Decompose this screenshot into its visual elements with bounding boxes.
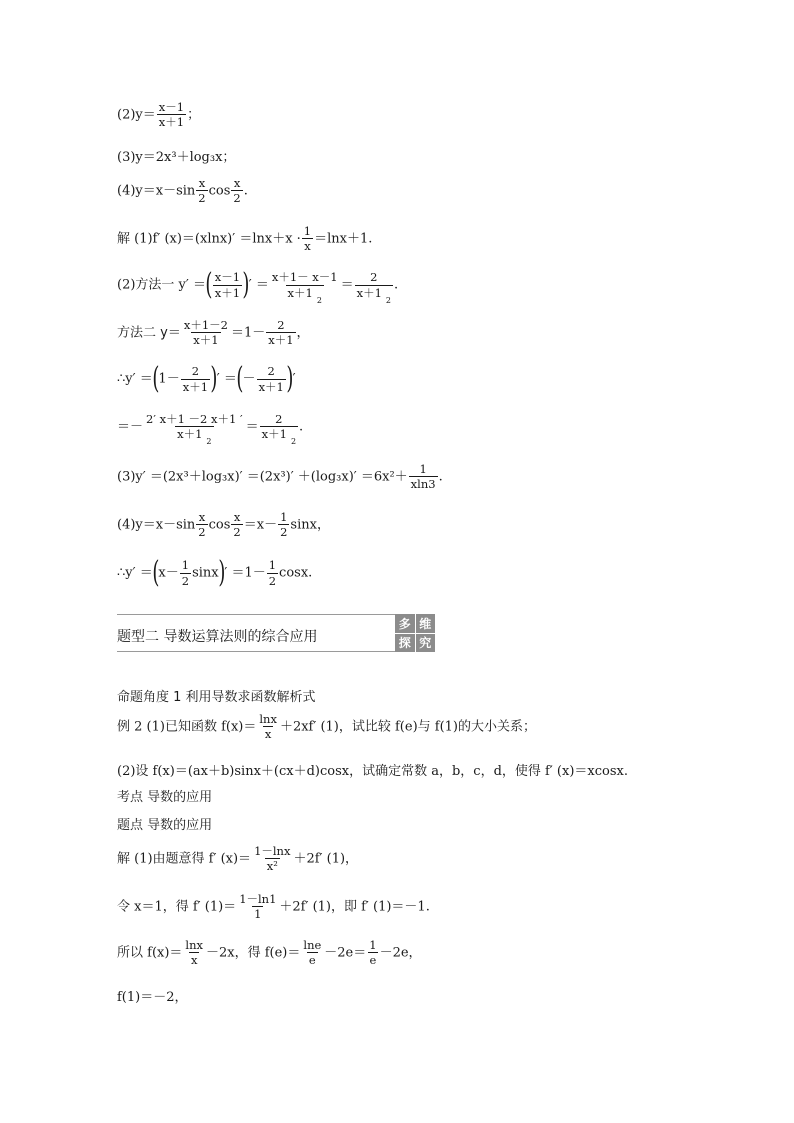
tail: ， — [296, 325, 310, 341]
fraction — [367, 938, 378, 968]
fraction — [266, 318, 295, 348]
numerator: 1－lnx — [254, 844, 291, 858]
lead: (4)y＝x－sin — [117, 517, 196, 533]
tail: ； — [187, 107, 201, 123]
left-paren: ( — [152, 361, 160, 396]
numerator: x — [233, 176, 241, 190]
tail: ′ — [292, 371, 296, 387]
fraction — [260, 412, 298, 447]
denominator — [175, 426, 213, 447]
solution-2-method-2 — [117, 318, 310, 348]
denominator-text: x＋1 — [287, 285, 313, 300]
inner: x－ — [158, 565, 179, 581]
left-paren: ( — [236, 361, 244, 396]
fraction — [270, 270, 340, 305]
bottom-rule — [117, 651, 395, 652]
fraction — [213, 270, 242, 300]
fraction — [196, 510, 207, 540]
equals: ＝ — [245, 419, 259, 435]
denominator: x＋1 — [214, 285, 241, 300]
mid: cos — [208, 517, 231, 533]
denominator: 2 — [268, 573, 277, 588]
lead: 解 (1)f′ (x)＝(xlnx)′ ＝lnx＋x · — [117, 231, 301, 247]
inner: sinx — [192, 565, 219, 581]
denominator: x — [264, 727, 272, 742]
numerator: lne — [303, 938, 322, 952]
denominator: 2 — [198, 191, 206, 206]
solution-4-derivative — [117, 555, 313, 590]
inner: － — [242, 371, 256, 387]
fraction — [267, 558, 278, 588]
fraction — [183, 938, 205, 968]
denominator: 2 — [233, 191, 241, 206]
solution-2-derivative — [117, 361, 296, 396]
square: 2 — [385, 295, 392, 305]
fraction — [355, 270, 393, 305]
mid: －2x，得 f(e)＝ — [206, 945, 301, 961]
square: 2 — [316, 295, 322, 305]
solution-example-2 — [117, 892, 430, 922]
numerator: 1－ln1 — [239, 892, 277, 906]
fraction — [144, 412, 245, 447]
right-paren: ) — [242, 267, 250, 302]
denominator-text: x＋1 — [261, 427, 287, 442]
denominator — [260, 426, 298, 447]
fraction — [231, 176, 242, 206]
numerator: x＋1－ x－1 — [271, 270, 338, 285]
denominator: 2 — [233, 525, 241, 540]
tidian: 题点 导数的应用 — [117, 818, 213, 833]
denominator: x — [190, 953, 198, 968]
denominator: x＋1 — [158, 115, 185, 130]
denominator: 2 — [181, 573, 190, 588]
numerator: lnx — [259, 712, 277, 726]
fraction — [231, 510, 242, 540]
fraction — [196, 176, 207, 206]
denominator: x＋1 — [182, 379, 209, 394]
tail: . — [299, 419, 304, 435]
numerator: 1 — [268, 558, 277, 573]
tail: . — [394, 277, 399, 293]
fraction — [257, 364, 286, 394]
tail: cosx. — [279, 565, 313, 581]
lead: 令 x＝1，得 f′ (1)＝ — [117, 899, 237, 915]
solution-example-4: f(1)＝－2， — [117, 990, 188, 1005]
tail: ＋2f′ (1)， — [293, 851, 359, 867]
solution-2-method-1 — [117, 267, 399, 305]
right-paren: ) — [217, 555, 226, 590]
numerator: 1 — [419, 462, 427, 476]
denominator: 2 — [280, 525, 288, 540]
badge-char: 探 — [395, 634, 415, 653]
label: (2)y＝ — [117, 107, 156, 123]
label: (4)y＝x－sin — [117, 183, 196, 199]
tail: ＋2xf′ (1)，试比较 f(e)与 f(1)的大小关系； — [279, 719, 537, 735]
tail: ＋2f′ (1)，即 f′ (1)＝－1. — [279, 899, 430, 915]
tail: ＝lnx＋1. — [314, 231, 373, 247]
numerator: 2′ x＋1 －2 x＋1 ′ — [146, 412, 243, 426]
mid: ′ ＝ — [216, 371, 237, 387]
tail: －2e， — [379, 945, 422, 961]
denominator: x＋1 — [193, 333, 219, 348]
solution-example-1 — [117, 844, 358, 874]
solution-3 — [117, 462, 443, 492]
mid: ′ ＝1－ — [224, 565, 266, 581]
denominator — [286, 285, 324, 305]
mid: ＝1－ — [230, 325, 266, 341]
problem-2 — [117, 100, 200, 130]
right-paren: ) — [210, 361, 218, 396]
left-paren: ( — [205, 267, 213, 302]
denominator: e — [308, 953, 316, 968]
denominator: x — [304, 239, 311, 254]
problem-3: (3)y＝2x³＋log₃x； — [117, 150, 236, 165]
fraction — [180, 558, 191, 588]
tail: . — [438, 469, 443, 485]
fraction — [252, 844, 292, 874]
denominator: 1 — [254, 907, 262, 922]
tail: . — [243, 183, 248, 199]
denominator: x＋1 — [258, 379, 284, 394]
example-2-part-2: (2)设 f(x)＝(ax＋b)sinx＋(cx＋d)cosx，试确定常数 a，b，c，d，使得 f′ (x)＝xcosx. — [117, 764, 628, 779]
top-rule — [117, 614, 395, 615]
numerator: x — [198, 510, 206, 524]
example-2-part-1 — [117, 712, 536, 742]
lead: ∴y′ ＝ — [117, 565, 153, 581]
denominator: e — [369, 953, 377, 968]
denominator — [355, 285, 393, 305]
kaodian: 考点 导数的应用 — [117, 790, 213, 805]
equals: ＝x－ — [243, 517, 278, 533]
fraction — [237, 892, 278, 922]
numerator: x－1 — [158, 100, 185, 114]
lead: 方法二 y＝ — [117, 325, 181, 341]
lead: 所以 f(x)＝ — [117, 945, 183, 961]
angle-heading: 命题角度 1 利用导数求函数解析式 — [117, 690, 316, 705]
lead: (3)y′ ＝(2x³＋log₃x)′ ＝(2x³)′ ＋(log₃x)′ ＝6x²＋ — [117, 469, 408, 485]
fraction — [278, 510, 289, 540]
lead: ∴y′ ＝ — [117, 371, 153, 387]
numerator: x — [233, 510, 241, 524]
solution-1 — [117, 224, 372, 254]
solution-4 — [117, 510, 330, 540]
square: 2 — [206, 437, 212, 447]
badge-char: 究 — [416, 634, 436, 653]
section-badge — [395, 614, 435, 652]
numerator: x－1 — [214, 270, 241, 285]
mid: ′ ＝ — [248, 277, 269, 293]
fraction — [181, 364, 210, 394]
numerator: lnx — [185, 938, 203, 952]
lead: 解 (1)由题意得 f′ (x)＝ — [117, 851, 252, 867]
numerator: 2 — [275, 412, 283, 426]
denominator: x＋1 — [268, 333, 294, 348]
fraction — [302, 224, 313, 254]
numerator: 2 — [267, 364, 275, 379]
fraction — [301, 938, 323, 968]
numerator: 2 — [277, 318, 285, 332]
section-title: 题型二 导数运算法则的综合应用 — [117, 629, 318, 645]
mid: cos — [208, 183, 231, 199]
denominator: xln3 — [410, 477, 436, 492]
numerator: 1 — [280, 510, 288, 524]
denominator-text: x＋1 — [177, 427, 203, 442]
badge-char: 维 — [416, 614, 436, 633]
tail: sinx， — [290, 517, 330, 533]
numerator: 1 — [303, 224, 312, 238]
lead: ＝－ — [117, 419, 144, 435]
denominator: 2 — [198, 525, 206, 540]
equals: ＝ — [340, 277, 354, 293]
badge-char: 多 — [395, 614, 415, 633]
numerator: 2 — [370, 270, 378, 285]
fraction — [409, 462, 438, 492]
inner: 1－ — [158, 371, 180, 387]
lead: 例 2 (1)已知函数 f(x)＝ — [117, 719, 257, 735]
lead: (2)方法一 y′ ＝ — [117, 277, 206, 293]
denominator-text: x＋1 — [356, 285, 382, 300]
denominator: x² — [266, 859, 278, 874]
left-paren: ( — [152, 555, 160, 590]
fraction — [182, 318, 230, 348]
numerator: 2 — [191, 364, 200, 379]
section-header — [117, 614, 435, 652]
fraction — [157, 100, 186, 130]
square: 2 — [290, 437, 297, 447]
solution-2-expanded — [117, 412, 304, 447]
fraction — [257, 712, 279, 742]
mid: －2e＝ — [324, 945, 367, 961]
solution-example-3 — [117, 938, 422, 968]
numerator: x＋1－2 — [183, 318, 228, 332]
problem-4 — [117, 176, 248, 206]
numerator: x — [198, 176, 206, 190]
right-paren: ) — [286, 361, 294, 396]
numerator: 1 — [369, 938, 377, 952]
numerator: 1 — [181, 558, 190, 573]
